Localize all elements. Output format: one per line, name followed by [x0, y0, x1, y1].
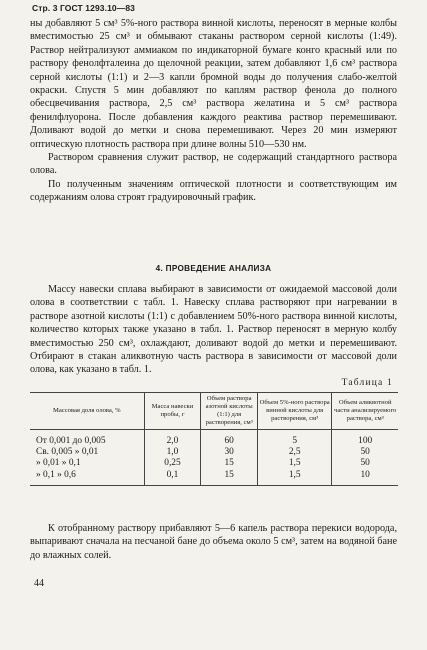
cell-tin-fraction: » 0,1 » 0,6 [30, 470, 144, 486]
cell-tin-fraction: От 0,001 до 0,005 [36, 436, 106, 446]
cell-sample-mass: 0,25 [144, 458, 201, 469]
cell-tin-fraction: » 0,01 » 0,1 [36, 458, 81, 469]
data-table [30, 392, 398, 486]
table-caption: Таблица 1 [341, 378, 393, 388]
paragraph-analysis: Массу навески сплава выбирают в зависимости от ожидаемой массовой доли олова в соответствии с табл. 1. Навеску сплава растворяют при нагревании в растворе азотной кислоты (1:1) с добавлением 50%-ного раствора винной кислоты, количество которых также указано в табл. 1. Раствор переносят в мерную колбу вместимостью 250 см³, охлаждают, доливают водой до метки и перемешивают. Отбирают в стакан аликвотную часть раствора в зависимости от массовой доли олова, как указано в табл. 1. [30, 284, 397, 376]
table-row [30, 447, 398, 458]
table-row [30, 430, 398, 448]
header-nitric-acid-volume: Объем раствора азотной кислоты (1:1) для растворения, см³ [201, 393, 258, 430]
cell-nitric-acid: 15 [201, 470, 258, 486]
cell-tartaric-acid: 2,5 [257, 447, 331, 458]
cell-nitric-acid: 60 [201, 430, 258, 448]
paragraph-procedure: ны добавляют 5 см³ 5%-ного раствора винной кислоты, переносят в мерные колбы вместимостью 25 см³ и обмывают стаканы раствором серной кислоты (1:49). Раствор нейтрализуют аммиаком по индикаторной бумаге конго красный или по раствору фенолфталеина до щелочной реакции, затем добавляют 1,6 см³ раствора серной кислоты (1:1) и 2—3 капли бромной воды до получения слабо-желтой окраски. Спустя 5 мин добавляют по каплям раствор фенола до полного обесцвечивания раствора, 2,5 см³ раствора желатина и 5 см³ раствора фенилфлуорона. После добавления каждого реактива раствор перемешивают. Доливают водой до метки и снова перемешивают. Через 20 мин измеряют оптическую плотность раствора при длине волны 510—530 нм. [30, 18, 397, 150]
header-tartaric-acid-volume: Объем 5%-ного раствора винной кислоты для растворения, см³ [257, 393, 331, 430]
cell-nitric-acid: 15 [201, 458, 258, 469]
cell-tartaric-acid: 5 [257, 430, 331, 448]
cell-sample-mass: 1,0 [144, 447, 201, 458]
bottom-text-block [30, 522, 397, 562]
header-aliquot-volume: Объем аликвотной части анализируемого раствора, см³ [332, 393, 398, 430]
analysis-text-block [30, 283, 397, 377]
section-title: 4. ПРОВЕДЕНИЕ АНАЛИЗА [155, 264, 272, 273]
paragraph-reference-solution: Раствором сравнения служит раствор, не содержащий стандартного раствора олова. [30, 152, 397, 177]
cell-aliquot: 100 [332, 430, 398, 448]
header-sample-mass: Масса навески пробы, г [144, 393, 201, 430]
cell-aliquot: 50 [332, 458, 398, 469]
table-header-row [30, 393, 398, 430]
top-text-block [30, 17, 397, 205]
header-tin-fraction: Массовая доля олова, % [30, 393, 144, 430]
cell-tin-fraction: Св. 0,005 » 0,01 [36, 447, 99, 458]
table-row [30, 470, 398, 486]
page-number: 44 [34, 578, 44, 589]
cell-nitric-acid: 30 [201, 447, 258, 458]
cell-tartaric-acid: 1,5 [257, 470, 331, 486]
cell-aliquot: 10 [332, 470, 398, 486]
cell-tartaric-acid: 1,5 [257, 458, 331, 469]
cell-aliquot: 50 [332, 447, 398, 458]
paragraph-calibration: По полученным значениям оптической плотности и соответствующим им содержаниям олова строят градуировочный график. [30, 178, 397, 204]
page-header: Стр. 3 ГОСТ 1293.10—83 [32, 3, 135, 13]
cell-sample-mass: 2,0 [144, 430, 201, 448]
cell-sample-mass: 0,1 [144, 470, 201, 486]
paragraph-evaporation: К отобранному раствору прибавляют 5—6 капель раствора перекиси водорода, выпаривают сначала на песчаной бане до объема около 5 см³, затем на водяной бане до влажных солей. [30, 523, 397, 561]
table-row [30, 458, 398, 469]
